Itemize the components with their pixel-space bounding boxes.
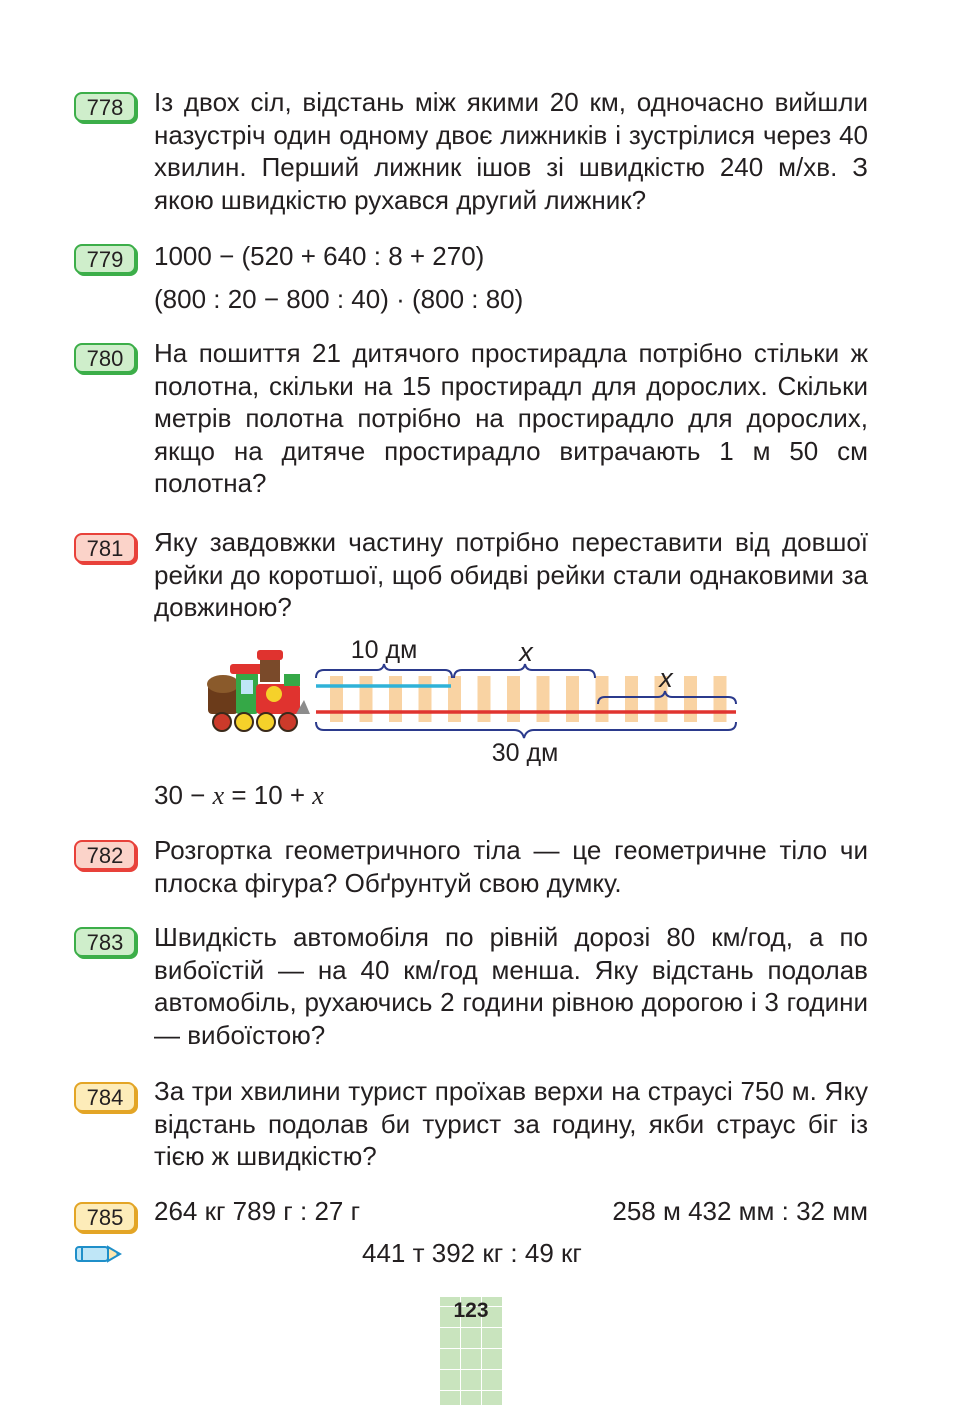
train-illustration <box>207 650 310 731</box>
rail-sleeper <box>566 676 579 722</box>
rail-sleeper <box>537 676 550 722</box>
page-number: 123 <box>453 1299 489 1322</box>
task-number-784: 784 <box>74 1082 136 1112</box>
task-number-783: 783 <box>74 927 136 957</box>
rail-sleeper <box>478 676 491 722</box>
task-779-expression-1: 1000 − (520 + 640 : 8 + 270) <box>154 241 485 271</box>
brace-long <box>316 722 736 738</box>
equation-var-2: x <box>312 781 324 810</box>
task-779-expression-2: (800 : 20 − 800 : 40) · (800 : 80) <box>154 284 524 314</box>
task-number-779: 779 <box>74 244 136 274</box>
pencil-icon <box>74 1243 122 1265</box>
task-781-text: Яку завдовжки частину потрібно переставити від довшої рейки до коротшої, щоб обидві рейки стали однаковими за довжиною? <box>154 527 868 622</box>
task-number-782: 782 <box>74 840 136 870</box>
rail-sleeper <box>330 676 343 722</box>
task-784-text: За три хвилини турист проїхав верхи на страусі 750 м. Яку відстань подолав би турист за годину, якби страус біг із тією ж швидкістю? <box>154 1076 868 1171</box>
equation-part-1: 30 − <box>154 780 213 810</box>
rail-sleeper <box>714 676 727 722</box>
rail-sleeper <box>625 676 638 722</box>
label-x-top: x <box>519 637 533 667</box>
task-number-780: 780 <box>74 343 136 373</box>
task-781-equation <box>154 779 324 812</box>
rail-sleeper <box>684 676 697 722</box>
label-x-bottom: x <box>659 663 673 693</box>
rail-sleeper <box>448 676 461 722</box>
label-10-dm: 10 дм <box>350 636 418 664</box>
task-number-781: 781 <box>74 533 136 563</box>
rail-sleeper <box>419 676 432 722</box>
equation-part-2: = 10 + <box>224 780 313 810</box>
task-778-text: Із двох сіл, відстань між якими 20 км, одночасно вийшли назустріч один одному двоє лижників і зустрілися через 40 хвилин. Перший лижник ішов зі швидкістю 240 м/хв. З якою швидкістю рухався другий лижник? <box>154 87 868 215</box>
rail-sleeper <box>507 676 520 722</box>
task-number-778: 778 <box>74 92 136 122</box>
rail-sleeper <box>360 676 373 722</box>
task-780-text: На пошиття 21 дитячого простирадла потрібно стільки ж полотна, скільки на 15 простирадл для дорослих. Скільки метрів полотна потрібно на простирадло для дорослих, якщо на дитяче простирадло витрачають 1 м 50 см полотна? <box>154 338 868 498</box>
page-number-box <box>439 1297 503 1405</box>
brace-short <box>316 664 452 678</box>
rail-sleeper <box>389 676 402 722</box>
task-785-expression-1: 264 кг 789 г : 27 г <box>154 1196 361 1226</box>
equation-var-1: x <box>212 781 225 810</box>
task-785-expression-2: 258 м 432 мм : 32 мм <box>612 1196 868 1226</box>
rail-sleeper <box>596 676 609 722</box>
rails-diagram <box>200 630 760 775</box>
label-30-dm: 30 дм <box>491 739 559 767</box>
task-785-expression-3: 441 т 392 кг : 49 кг <box>362 1238 582 1268</box>
task-783-text: Швидкість автомобіля по рівній дорозі 80 км/год, а по вибоїстій — на 40 км/год менша. Яку відстань подолав автомобіль, рухаючись 2 години рівною дорогою і 3 години — вибоїстою? <box>154 922 868 1050</box>
task-782-text: Розгортка геометричного тіла — це геометричне тіло чи плоска фігура? Обґрунтуй свою думку. <box>154 835 868 898</box>
task-number-785: 785 <box>74 1202 136 1232</box>
